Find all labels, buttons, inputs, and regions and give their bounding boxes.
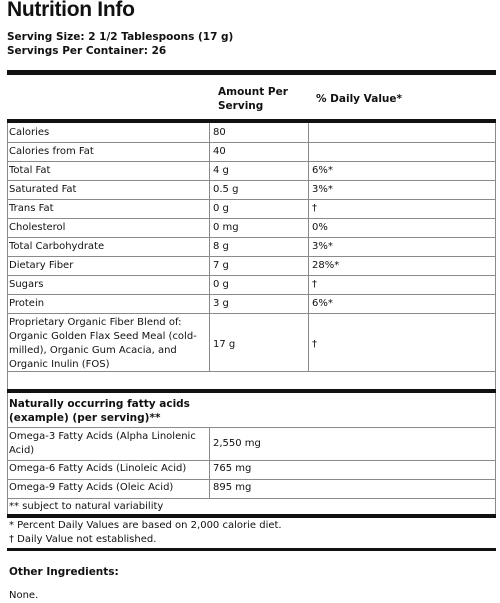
nutrient-name: Total Carbohydrate [9, 241, 105, 252]
nutrient-amount: 40 [213, 146, 226, 157]
top-rule [7, 70, 496, 75]
nutrient-name: Calories from Fat [9, 146, 94, 157]
nutrient-amount: 4 g [213, 165, 229, 176]
nutrient-name: Total Fat [9, 165, 51, 176]
nutrient-row-rule [7, 256, 496, 257]
nutrient-amount: 7 g [213, 260, 229, 271]
nutrient-name: Dietary Fiber [9, 260, 74, 271]
page-title: Nutrition Info [7, 0, 135, 21]
blend-rule [7, 371, 496, 372]
omega-6-amount: 765 mg [213, 463, 252, 474]
nutrient-row-rule [7, 218, 496, 219]
nutrient-row-rule [7, 199, 496, 200]
nutrient-daily-value: 0% [312, 222, 328, 233]
nutrient-amount: 3 g [213, 298, 229, 309]
nutrient-amount: 0 g [213, 279, 229, 290]
nutrient-daily-value: 6%* [312, 298, 333, 309]
serving-size: Serving Size: 2 1/2 Tablespoons (17 g) [7, 31, 234, 43]
nutrient-row-rule [7, 313, 496, 314]
nutrient-name: Cholesterol [9, 222, 66, 233]
bottom-rule [7, 548, 496, 551]
omega-9-amount: 895 mg [213, 482, 252, 493]
omega-6-name: Omega-6 Fatty Acids (Linoleic Acid) [9, 463, 187, 474]
nutrient-name: Protein [9, 298, 45, 309]
omega-3-name: Omega-3 Fatty Acids (Alpha Linolenic Acid) [9, 431, 196, 456]
fatty-acids-rule [7, 389, 496, 393]
nutrient-daily-value: 6%* [312, 165, 333, 176]
nutrient-daily-value: 3%* [312, 184, 333, 195]
nutrient-row-rule [7, 161, 496, 162]
fatty-column-divider [209, 427, 210, 498]
fatty-acids-heading: Naturally occurring fatty acids (example) (per serving)** [9, 398, 190, 424]
nutrient-row-rule [7, 294, 496, 295]
nutrient-row-rule [7, 237, 496, 238]
nutrient-name: Calories [9, 127, 50, 138]
fatty-heading-rule [7, 427, 496, 428]
nutrient-daily-value: 28%* [312, 260, 340, 271]
not-established-footnote: † Daily Value not established. [9, 534, 157, 545]
nutrient-amount: 0 g [213, 203, 229, 214]
header-rule [7, 119, 496, 123]
nutrient-amount: 0 mg [213, 222, 239, 233]
omega-3-amount: 2,550 mg [213, 438, 261, 449]
nutrient-row-rule [7, 142, 496, 143]
variability-note: ** subject to natural variability [9, 501, 164, 512]
nutrient-row-rule [7, 275, 496, 276]
nutrient-amount: 0.5 g [213, 184, 239, 195]
blend-name: Proprietary Organic Fiber Blend of: Organic Golden Flax Seed Meal (cold-milled), Organic Gum Acacia, and Organic Inulin (FOS) [9, 317, 197, 370]
nutrient-name: Sugars [9, 279, 44, 290]
blend-daily-value: † [312, 339, 317, 350]
nutrient-name: Saturated Fat [9, 184, 77, 195]
amount-per-serving-header: Amount Per Serving [218, 86, 288, 112]
footnotes-rule [7, 514, 496, 518]
daily-values-footnote: * Percent Daily Values are based on 2,000 calorie diet. [9, 520, 282, 531]
nutrient-amount: 80 [213, 127, 226, 138]
nutrient-row-rule [7, 180, 496, 181]
other-ingredients-heading: Other Ingredients: [9, 566, 119, 578]
nutrient-name: Trans Fat [9, 203, 54, 214]
daily-value-header: % Daily Value* [316, 93, 402, 105]
omega-9-rule [7, 498, 496, 499]
blend-amount: 17 g [213, 339, 236, 350]
nutrient-daily-value: † [312, 203, 317, 214]
servings-per-container: Servings Per Container: 26 [7, 45, 167, 57]
nutrient-daily-value: 3%* [312, 241, 333, 252]
nutrient-amount: 8 g [213, 241, 229, 252]
omega-6-rule [7, 479, 496, 480]
other-ingredients-text: None. [9, 590, 39, 601]
nutrient-daily-value: † [312, 279, 317, 290]
omega-9-name: Omega-9 Fatty Acids (Oleic Acid) [9, 482, 174, 493]
omega-3-rule [7, 460, 496, 461]
